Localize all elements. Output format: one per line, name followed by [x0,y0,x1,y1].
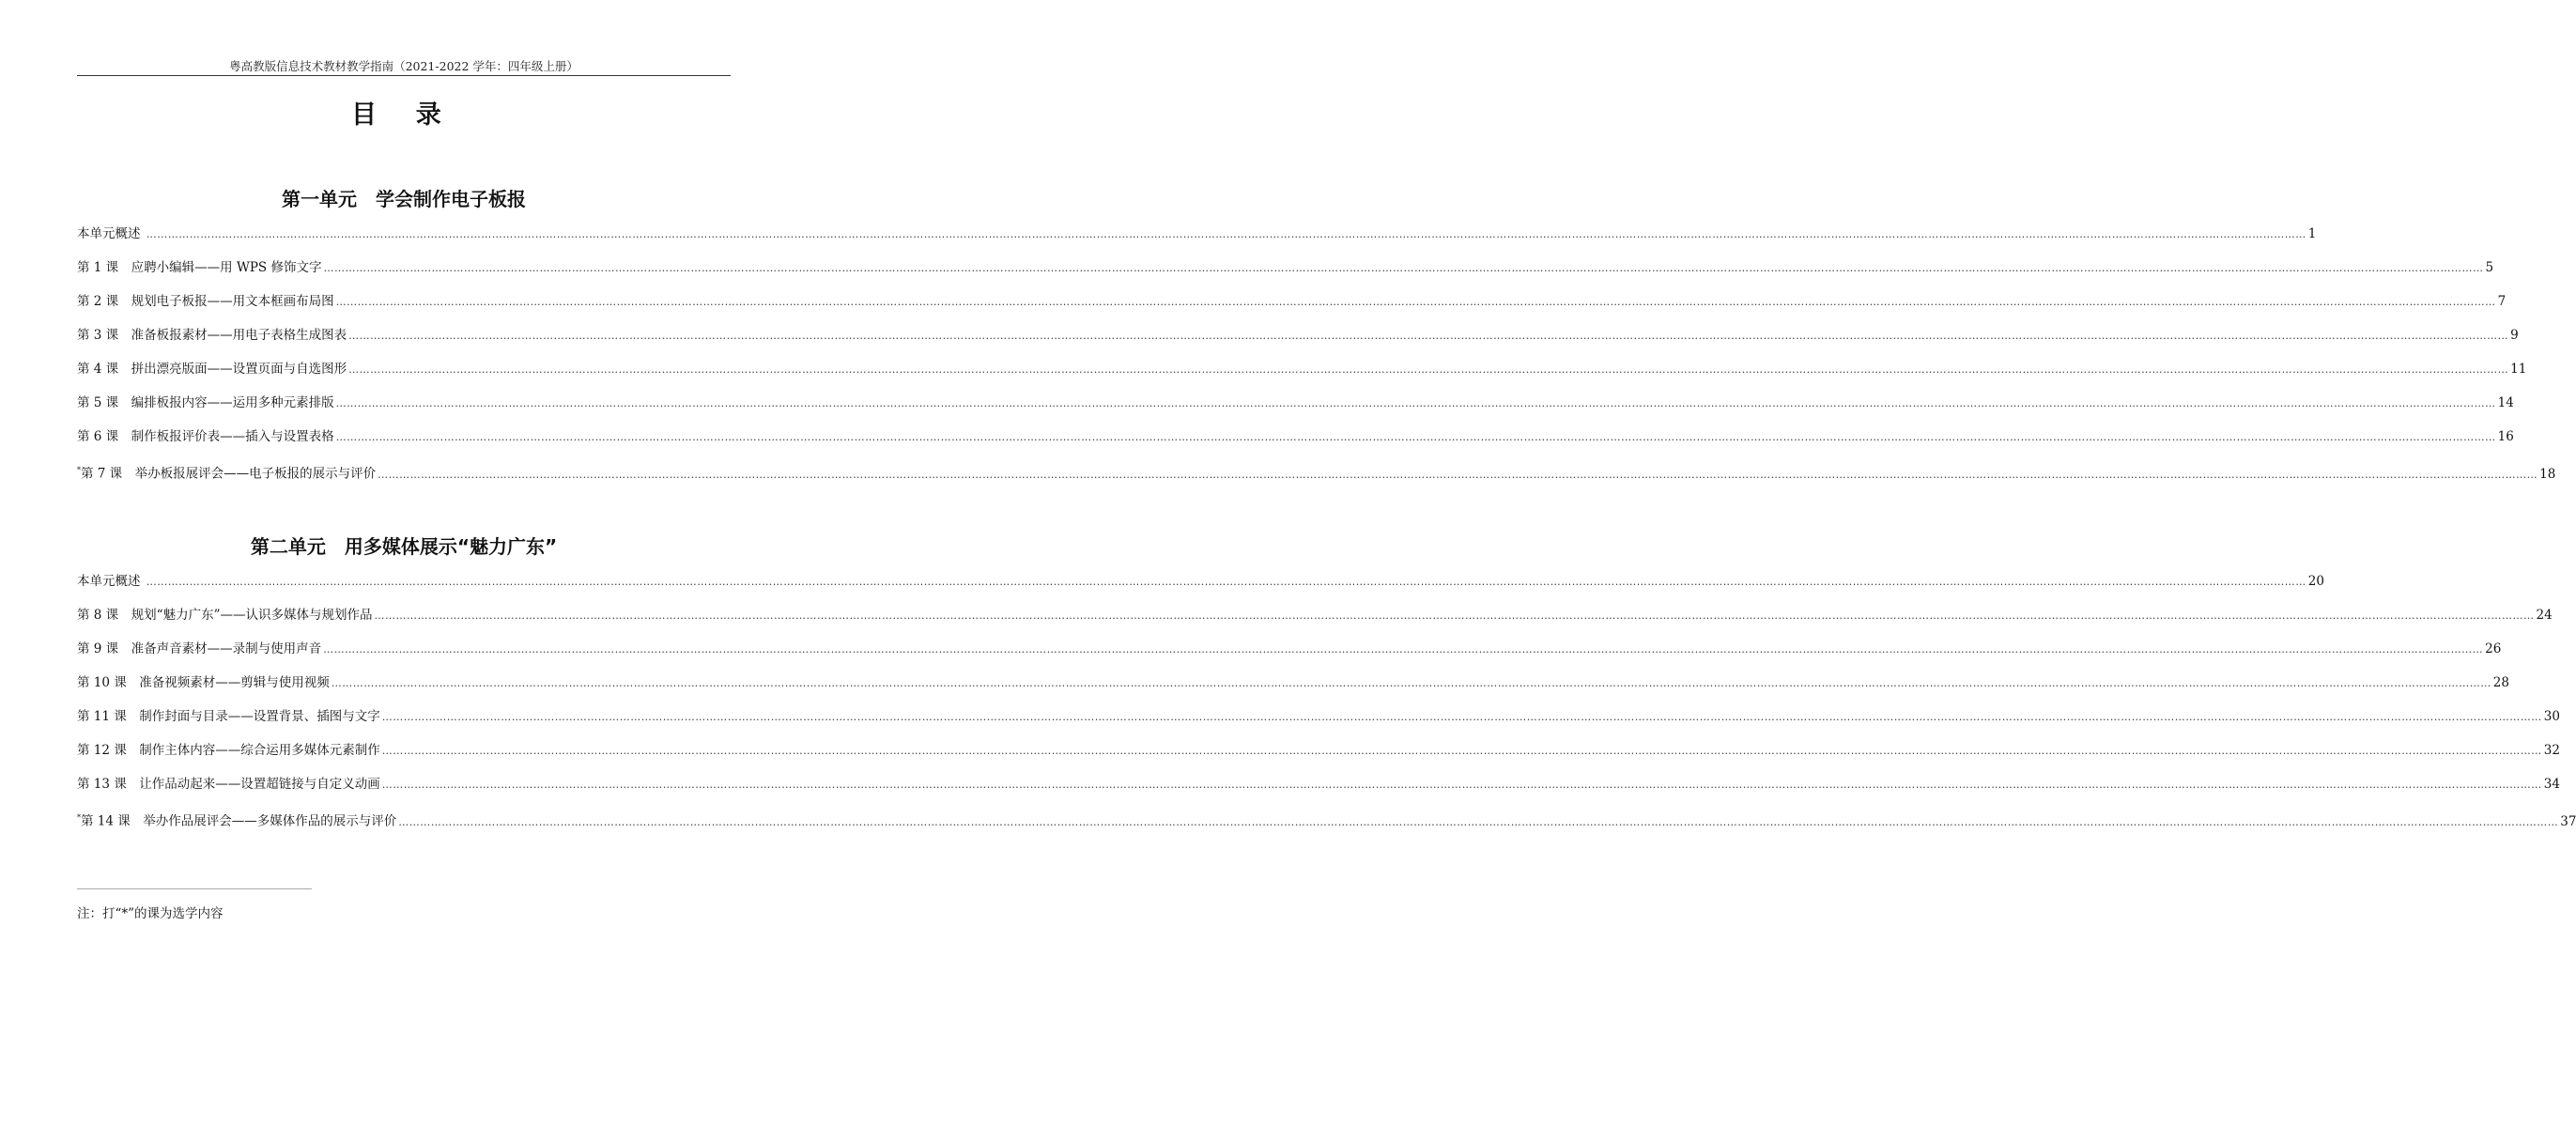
dot-leader: …………………………………………………………………………………………………………………………………………………………………………………………………………………………………………………………………………………………………………………………………………………………………………………………………………………………………………………………………………………………………………………………………………………… [146,576,2306,588]
toc-entry[interactable] [77,327,2519,361]
header-rule [77,75,731,76]
toc-entry-text: 本单元概述 [77,226,145,241]
toc-entry-page: 14 [2497,395,2514,410]
toc-entry[interactable] [77,742,2560,776]
toc-entry-text: 第 8 课 规划“魅力广东”——认识多媒体与规划作品 [77,608,373,623]
toc-entry-label [77,462,376,483]
toc-entry[interactable] [77,394,2514,428]
toc-entry-page: 18 [2539,466,2556,482]
toc-entry-text: 第 12 课 制作主体内容——综合运用多媒体元素制作 [77,743,380,758]
toc-entry-text: 第 11 课 制作封面与目录——设置背景、插图与文字 [77,709,380,724]
dot-leader: …………………………………………………………………………………………………………………………………………………………………………………………………………………………………………………………………………………………………………………………………………………………………………………………………………………………………………………………………………………………………………………………………………………… [323,262,2484,274]
toc-entry[interactable] [77,776,2560,810]
dot-leader: …………………………………………………………………………………………………………………………………………………………………………………………………………………………………………………………………………………………………………………………………………………………………………………………………………………………………………………………………………………………………………………………………………………… [398,815,2559,828]
optional-marker: * [77,466,81,474]
dot-leader: …………………………………………………………………………………………………………………………………………………………………………………………………………………………………………………………………………………………………………………………………………………………………………………………………………………………………………………………………………………………………………………………………………………… [381,779,2542,791]
toc-entry-label [77,708,380,725]
toc-entry-page: 24 [2536,608,2553,623]
toc-entry-page: 30 [2543,709,2560,724]
dot-leader: …………………………………………………………………………………………………………………………………………………………………………………………………………………………………………………………………………………………………………………………………………………………………………………………………………………………………………………………………………………………………………………………………………………… [335,296,2496,308]
dot-leader: …………………………………………………………………………………………………………………………………………………………………………………………………………………………………………………………………………………………………………………………………………………………………………………………………………………………………………………………………………………………………………………………………………………… [335,397,2496,409]
dot-leader: …………………………………………………………………………………………………………………………………………………………………………………………………………………………………………………………………………………………………………………………………………………………………………………………………………………………………………………………………………………………………………………………………………………… [331,677,2491,689]
toc-entry-page: 32 [2543,743,2560,758]
unit-2-entries [77,573,2576,843]
dot-leader: …………………………………………………………………………………………………………………………………………………………………………………………………………………………………………………………………………………………………………………………………………………………………………………………………………………………………………………………………………………………………………………………………………………… [335,431,2496,443]
toc-entry-page: 26 [2485,641,2502,656]
toc-entry-label [77,640,321,657]
toc-entry-text: 第 14 课 举办作品展评会——多媒体作品的展示与评价 [81,813,397,829]
toc-entry-label [77,259,321,276]
toc-entry-text: 第 7 课 举办板报展评会——电子板报的展示与评价 [81,466,377,482]
dot-leader: …………………………………………………………………………………………………………………………………………………………………………………………………………………………………………………………………………………………………………………………………………………………………………………………………………………………………………………………………………………………………………………………………………………… [381,745,2542,757]
toc-entry[interactable] [77,607,2553,640]
footnote: 注：打“*”的课为选学内容 [77,906,224,921]
dot-leader: …………………………………………………………………………………………………………………………………………………………………………………………………………………………………………………………………………………………………………………………………………………………………………………………………………………………………………………………………………………………………………………………………………………… [381,711,2542,723]
toc-entry-page: 34 [2543,777,2560,792]
toc-entry-text: 第 4 课 拼出漂亮版面——设置页面与自选图形 [77,362,347,377]
toc-entry-label [77,573,145,590]
toc-entry[interactable] [77,674,2509,708]
toc-entry-page: 1 [2307,226,2317,241]
toc-entry[interactable] [77,810,2576,843]
toc-entry-text: 第 5 课 编排板报内容——运用多种元素排版 [77,395,334,410]
toc-entry-page: 20 [2307,574,2324,589]
toc-entry[interactable] [77,462,2556,496]
toc-entry-text: 第 13 课 让作品动起来——设置超链接与自定义动画 [77,777,380,792]
dot-leader: …………………………………………………………………………………………………………………………………………………………………………………………………………………………………………………………………………………………………………………………………………………………………………………………………………………………………………………………………………………………………………………………………………………… [323,643,2484,656]
toc-entry-text: 第 6 课 制作板报评价表——插入与设置表格 [77,429,334,444]
toc-entry-label [77,810,396,830]
toc-entry-label [77,742,380,759]
toc-entry-text: 第 9 课 准备声音素材——录制与使用声音 [77,641,322,656]
toc-entry[interactable] [77,708,2560,742]
unit-2-title: 第二单元 用多媒体展示“魅力广东” [250,535,558,558]
toc-entry-page: 37 [2560,813,2576,829]
toc-entry-label [77,361,347,378]
toc-entry-label [77,428,334,445]
toc-entry-page: 9 [2510,328,2519,343]
toc-entry-label [77,607,372,624]
dot-leader: …………………………………………………………………………………………………………………………………………………………………………………………………………………………………………………………………………………………………………………………………………………………………………………………………………………………………………………………………………………………………………………………………………………… [378,468,2538,481]
dot-leader: …………………………………………………………………………………………………………………………………………………………………………………………………………………………………………………………………………………………………………………………………………………………………………………………………………………………………………………………………………………………………………………………………………………… [374,610,2535,622]
toc-entry-page: 16 [2497,429,2514,444]
toc-entry-text: 第 2 课 规划电子板报——用文本框画布局图 [77,294,334,309]
unit-1-entries [77,225,2556,496]
toc-entry-text: 第 10 课 准备视频素材——剪辑与使用视频 [77,675,330,690]
optional-marker: * [77,813,81,822]
toc-entry-label [77,394,334,411]
toc-entry-page: 5 [2485,260,2494,275]
toc-entry-label [77,776,380,793]
toc-entry-text: 第 3 课 准备板报素材——用电子表格生成图表 [77,328,347,343]
toc-entry-text: 本单元概述 [77,574,145,589]
footnote-rule [77,888,312,889]
dot-leader: …………………………………………………………………………………………………………………………………………………………………………………………………………………………………………………………………………………………………………………………………………………………………………………………………………………………………………………………………………………………………………………………………………………… [348,363,2509,376]
dot-leader: …………………………………………………………………………………………………………………………………………………………………………………………………………………………………………………………………………………………………………………………………………………………………………………………………………………………………………………………………………………………………………………………………………………… [348,330,2509,342]
toc-entry-label [77,225,145,242]
toc-entry[interactable] [77,361,2527,394]
toc-entry[interactable] [77,640,2502,674]
unit-1-title: 第一单元 学会制作电子板报 [282,188,526,210]
toc-entry-label [77,293,334,310]
toc-entry-label [77,327,347,344]
dot-leader: …………………………………………………………………………………………………………………………………………………………………………………………………………………………………………………………………………………………………………………………………………………………………………………………………………………………………………………………………………………………………………………………………………………… [146,228,2306,240]
toc-entry[interactable] [77,573,2324,607]
toc-entry[interactable] [77,225,2317,259]
toc-entry-page: 11 [2510,362,2527,377]
toc-entry[interactable] [77,259,2494,293]
toc-entry-text: 第 1 课 应聘小编辑——用 WPS 修饰文字 [77,260,322,275]
toc-entry-page: 7 [2497,294,2507,309]
running-header: 粤高教版信息技术教材教学指南（2021-2022 学年：四年级上册） [229,59,578,73]
toc-entry[interactable] [77,428,2514,462]
toc-title: 目 录 [351,100,456,130]
toc-entry[interactable] [77,293,2507,327]
toc-entry-page: 28 [2492,675,2509,690]
toc-entry-label [77,674,330,691]
